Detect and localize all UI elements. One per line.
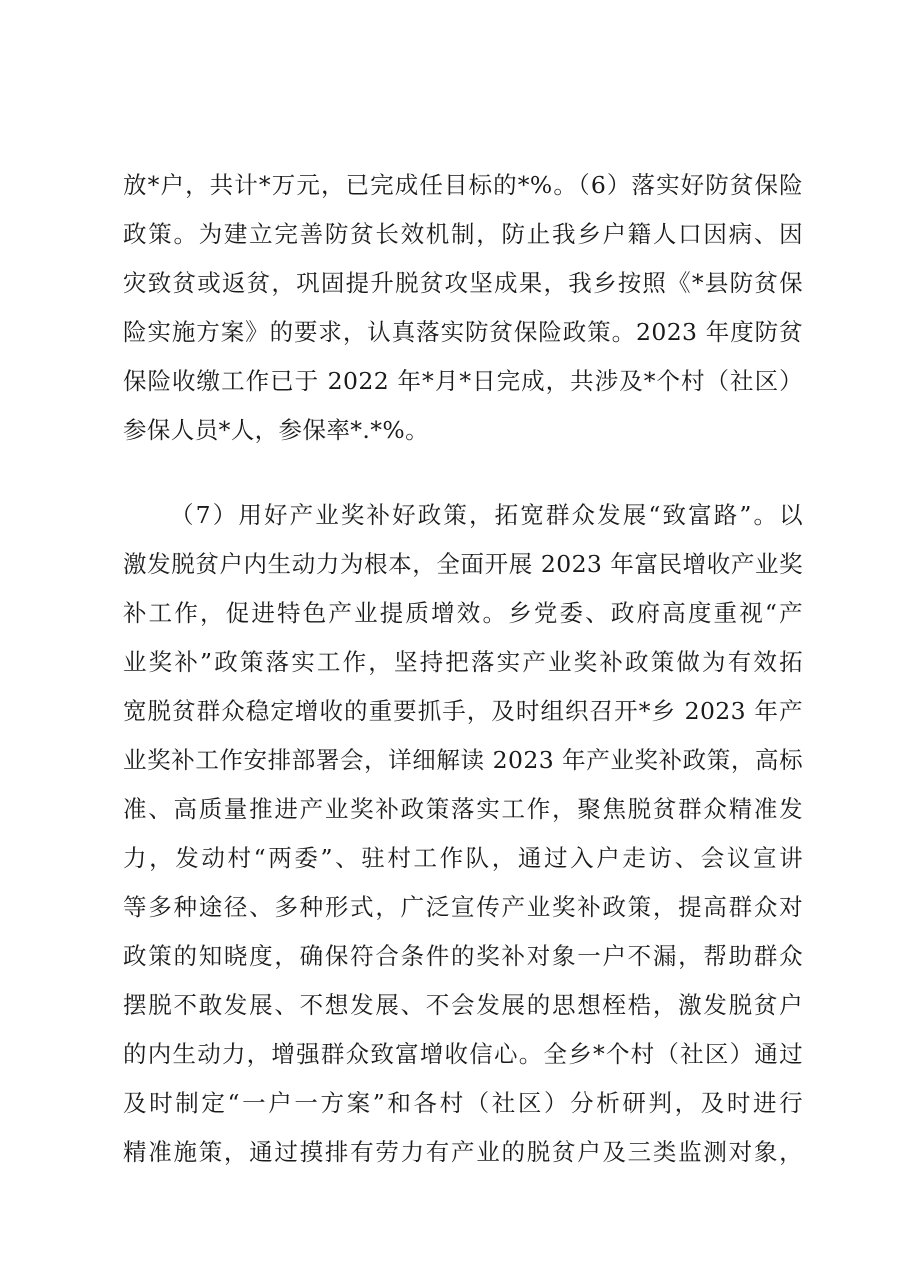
paragraph-2-line: 等多种途径、多种形式，广泛宣传产业奖补政策，提高群众对 bbox=[123, 893, 803, 921]
paragraph-2-line: 准、高质量推进产业奖补政策落实工作，聚焦脱贫群众精准发 bbox=[123, 795, 803, 823]
paragraph-2-line: 激发脱贫户内生动力为根本，全面开展 2023 年富民增收产业奖 bbox=[123, 550, 803, 578]
paragraph-1-line: 灾致贫或返贫，巩固提升脱贫攻坚成果，我乡按照《*县防贫保 bbox=[123, 269, 803, 297]
paragraph-2-line: 的内生动力，增强群众致富增收信心。全乡*个村（社区）通过 bbox=[123, 1040, 803, 1068]
paragraph-1-line: 参保人员*人，参保率*.*%。 bbox=[123, 416, 430, 444]
paragraph-2-line: （7）用好产业奖补好政策，拓宽群众发展“致富路”。以 bbox=[170, 501, 803, 529]
paragraph-1-line: 险实施方案》的要求，认真落实防贫保险政策。2023 年度防贫 bbox=[123, 318, 803, 346]
paragraph-2-line: 精准施策，通过摸排有劳力有产业的脱贫户及三类监测对象， bbox=[123, 1138, 803, 1166]
paragraph-2-line: 政策的知晓度，确保符合条件的奖补对象一户不漏，帮助群众 bbox=[123, 942, 803, 970]
paragraph-2-line: 及时制定“一户一方案”和各村（社区）分析研判，及时进行 bbox=[123, 1089, 803, 1117]
paragraph-2-line: 力，发动村“两委”、驻村工作队，通过入户走访、会议宣讲 bbox=[123, 844, 803, 872]
paragraph-1-line: 政策。为建立完善防贫长效机制，防止我乡户籍人口因病、因 bbox=[123, 220, 803, 248]
paragraph-2-line: 宽脱贫群众稳定增收的重要抓手，及时组织召开*乡 2023 年产 bbox=[123, 697, 803, 725]
paragraph-2-line: 业奖补工作安排部署会，详细解读 2023 年产业奖补政策，高标 bbox=[123, 746, 803, 774]
paragraph-2-line: 业奖补”政策落实工作，坚持把落实产业奖补政策做为有效拓 bbox=[123, 648, 803, 676]
paragraph-2-line: 补工作，促进特色产业提质增效。乡党委、政府高度重视“产 bbox=[123, 599, 803, 627]
paragraph-2-line: 摆脱不敢发展、不想发展、不会发展的思想桎梏，激发脱贫户 bbox=[123, 991, 803, 1019]
paragraph-1-line: 放*户，共计*万元，已完成任目标的*%。（6）落实好防贫保险 bbox=[123, 171, 803, 199]
paragraph-1-line: 保险收缴工作已于 2022 年*月*日完成，共涉及*个村（社区） bbox=[123, 367, 803, 395]
